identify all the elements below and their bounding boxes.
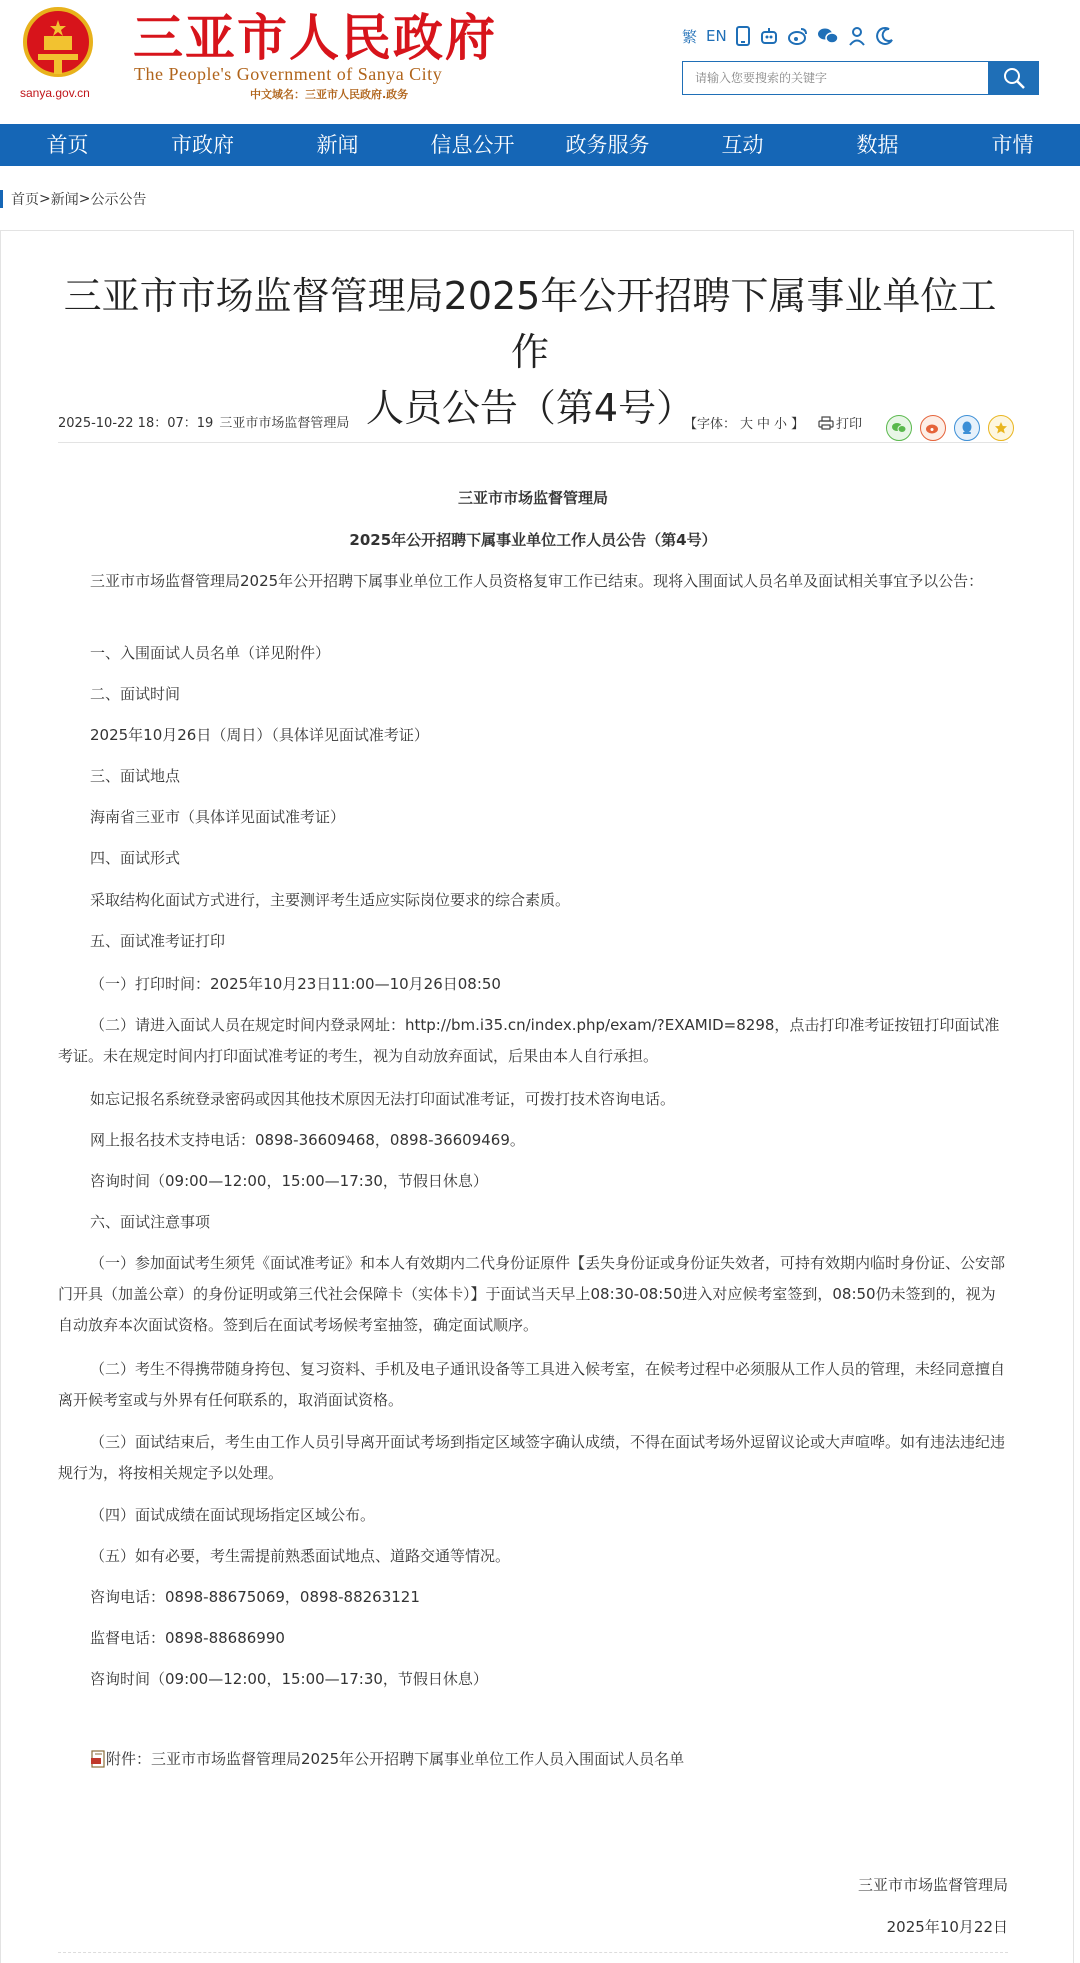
breadcrumb [0,186,1080,212]
publish-datetime: 2025-10-22 18：07：19 [58,416,214,431]
breadcrumb-home[interactable]: 首页 [11,192,39,208]
paragraph: 咨询时间（09:00—12:00，15:00—17:30，节假日休息） [90,1172,488,1190]
main-nav [0,124,1080,166]
meta-divider [58,442,1008,443]
article-meta [58,412,355,431]
paragraph: （二）请进入面试人员在规定时间内登录网址：http://bm.i35.cn/index.php/exam/?EXAMID=8298，点击打印准考证按钮打印面试准考证。未在规定时间内打印面试准考证的考生，视为自动放弃面试，后果由本人自行承担。 [58,1016,1000,1065]
paragraph: （五）如有必要，考生需提前熟悉面试地点、道路交通等情况。 [90,1547,511,1565]
font-size-large[interactable]: 大 [740,417,754,432]
notice-heading: 2025年公开招聘下属事业单位工作人员公告（第4号） [349,531,717,549]
chinese-domain-label: 中文域名：三亚市人民政府.政务 [250,88,409,101]
signature-org: 三亚市市场监督管理局 [857,1876,1008,1894]
paragraph: （一）打印时间：2025年10月23日11:00—10月26日08:50 [90,975,501,993]
share-buttons [886,415,1014,441]
paragraph: 如忘记报名系统登录密码或因其他技术原因无法打印面试准考证，可拨打技术咨询电话。 [90,1090,676,1108]
print-button[interactable] [818,413,862,432]
font-size-control [682,413,806,432]
signature-date: 2025年10月22日 [886,1918,1008,1936]
weibo-icon[interactable] [788,24,808,48]
share-wechat-icon[interactable] [886,415,912,441]
breadcrumb-separator: > [78,191,91,207]
print-label: 打印 [836,417,863,432]
font-size-small[interactable]: 小 [774,417,788,432]
site-header [0,0,1080,124]
paragraph: （四）面试成绩在面试现场指定区域公布。 [90,1506,376,1524]
breadcrumb-news[interactable]: 新闻 [50,192,79,208]
font-size-label: 【字体： [684,417,737,432]
paragraph: 四、面试形式 [90,849,181,867]
paragraph: 咨询电话：0898-88675069，0898-88263121 [90,1588,420,1606]
search-field[interactable] [682,61,989,95]
user-icon[interactable] [848,24,866,48]
nav-item-information[interactable]: 信息公开 [430,133,515,157]
national-emblem-icon[interactable] [20,6,96,82]
pdf-file-icon [90,1750,106,1768]
article-title [50,268,1010,436]
nav-item-services[interactable]: 政务服务 [565,133,650,157]
font-size-medium[interactable]: 中 [757,417,771,432]
nav-item-data[interactable]: 数据 [856,133,899,157]
site-domain: sanya.gov.cn [20,86,90,100]
wechat-icon[interactable] [817,24,839,48]
breadcrumb-marker [0,190,3,208]
share-favorite-icon[interactable] [988,415,1014,441]
paragraph: 采取结构化面试方式进行，主要测评考生适应实际岗位要求的综合素质。 [90,891,571,909]
paragraph: 三亚市市场监督管理局2025年公开招聘下属事业单位工作人员资格复审工作已结束。现将入围面试人员名单及面试相关事宜予以公告： [90,572,984,590]
nav-item-home[interactable]: 首页 [46,133,89,157]
paragraph: 六、面试注意事项 [90,1213,211,1231]
paragraph: 二、面试时间 [90,685,181,703]
attachment-link[interactable] [90,1748,684,1769]
breadcrumb-separator: > [39,191,51,207]
paragraph: 三、面试地点 [90,767,181,785]
accessibility-icon[interactable] [875,24,895,48]
paragraph: 2025年10月26日（周日）（具体详见面试准考证） [90,726,429,744]
nav-item-government[interactable]: 市政府 [171,133,234,157]
paragraph: 监督电话：0898-88686990 [90,1629,285,1647]
mobile-icon[interactable] [736,24,750,48]
nav-item-interaction[interactable]: 互动 [721,133,764,157]
search-input[interactable] [683,62,997,94]
paragraph: 咨询时间（09:00—12:00，15:00—17:30，节假日休息） [90,1670,488,1688]
paragraph: （一）参加面试考生须凭《面试准考证》和本人有效期内二代身份证原件【丢失身份证或身份证失效者，可持有效期内临时身份证、公安部门开具（加盖公章）的身份证明或第三代社会保障卡（实体卡）】于面试当天早上08:30-08:50进入对应候考室签到，08:50仍未签到的，视为自动放弃本次面试资格。签到后在面试考场候考室抽签，确定面试顺序。 [58,1254,1006,1334]
search-button[interactable] [989,61,1039,95]
article-title-line: 三亚市市场监督管理局2025年公开招聘下属事业单位工作 [63,274,997,374]
traditional-chinese-link[interactable]: 繁 [682,27,698,46]
robot-icon[interactable] [759,24,779,48]
org-heading: 三亚市市场监督管理局 [457,489,608,507]
bottom-divider [58,1952,1008,1954]
english-link[interactable]: EN [706,27,727,45]
header-toolbar [682,24,895,48]
paragraph: 一、入围面试人员名单（详见附件） [90,644,331,662]
search-icon [1002,66,1026,90]
printer-icon [818,416,834,430]
paragraph: （二）考生不得携带随身挎包、复习资料、手机及电子通讯设备等工具进入候考室，在候考过程中必须服从工作人员的管理，未经同意擅自离开候考室或与外界有任何联系的，取消面试资格。 [58,1360,1006,1409]
share-qq-icon[interactable] [954,415,980,441]
brand-title-en: The People's Government of Sanya City [134,64,443,84]
nav-item-city-info[interactable]: 市情 [991,133,1034,157]
paragraph: （三）面试结束后，考生由工作人员引导离开面试考场到指定区域签字确认成绩，不得在面试考场外逗留议论或大声喧哗。如有违法违纪违规行为，将按相关规定予以处理。 [58,1433,1006,1482]
share-weibo-icon[interactable] [920,415,946,441]
breadcrumb-current[interactable]: 公示公告 [90,192,147,208]
brand-title-cn[interactable]: 三亚市人民政府 [133,9,497,67]
font-size-close: 】 [791,417,805,432]
paragraph: 五、面试准考证打印 [90,932,226,950]
paragraph: 网上报名技术支持电话：0898-36609468，0898-36609469。 [90,1131,525,1149]
article-source: 三亚市市场监督管理局 [219,416,350,431]
article-title-line: 人员公告（第4号） [365,386,695,430]
attachment-label: 附件：三亚市市场监督管理局2025年公开招聘下属事业单位工作人员入围面试人员名单 [106,1750,685,1768]
paragraph: 海南省三亚市（具体详见面试准考证） [90,808,346,826]
nav-item-news[interactable]: 新闻 [316,133,359,157]
